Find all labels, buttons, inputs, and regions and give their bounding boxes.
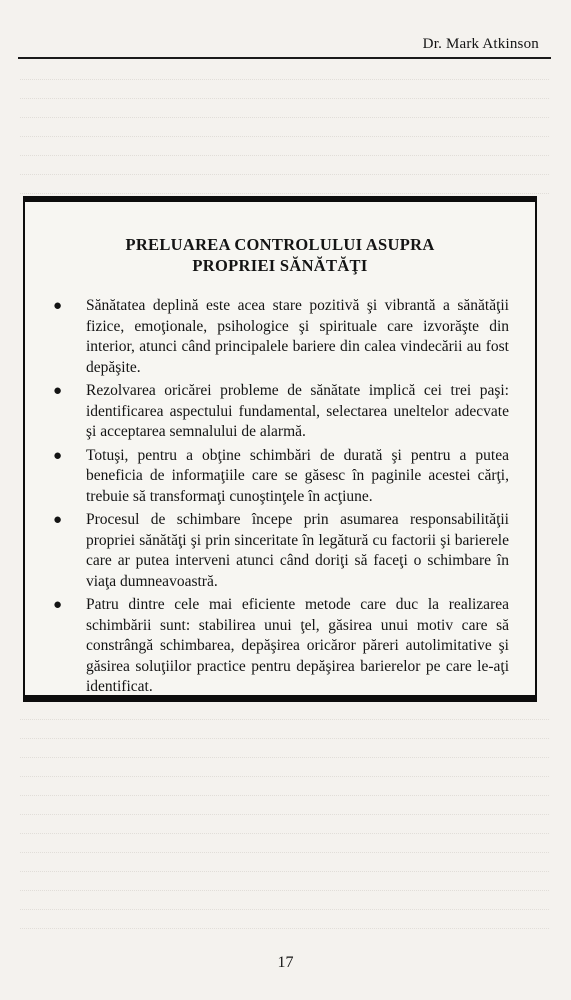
page-number: 17 <box>277 954 294 971</box>
summary-bullet-list <box>47 296 509 701</box>
bullet-icon: ● <box>53 298 63 314</box>
running-header-author: Dr. Mark Atkinson <box>422 36 539 52</box>
bullet-icon: ● <box>53 512 63 528</box>
bullet-item: ● Rezolvarea oricărei probleme de sănătate implică cei trei paşi: identificarea aspectului fundamental, selectarea uneltelor adecvate şi acceptarea semnalului de alarmă. <box>53 382 509 440</box>
summary-box-title <box>25 234 535 276</box>
bullet-item: ● Sănătatea deplină este acea stare pozitivă şi vibrantă a sănătăţii fizice, emoţionale, psihologice şi spirituale care izvorăşte din interior, atunci când principalele bariere din calea vindecării au fost depăşite. <box>53 297 509 376</box>
summary-box <box>23 196 537 702</box>
bullet-item: ● Patru dintre cele mai eficiente metode care duc la realizarea schimbării sunt: stabilirea unui ţel, găsirea unui motiv care să constrângă schimbarea, depăşirea oricăror păreri autolimitative şi găsirea soluţiilor practice pentru depăşirea barierelor pe care le-aţi identificat. <box>53 596 509 695</box>
bullet-icon: ● <box>53 597 63 613</box>
summary-box-title-line-1: PRELUAREA CONTROLULUI ASUPRA <box>125 235 435 254</box>
bleed-through-texture-top <box>20 66 549 192</box>
bullet-item: ● Procesul de schimbare începe prin asumarea responsabilităţii propriei sănătăţi şi prin sinceritate în legătură cu factorii şi barierele care ar putea interveni atunci când doriţi să faceţi o schimbare în viaţa dumneavoastră. <box>53 511 509 590</box>
bullet-item: ● Totuşi, pentru a obţine schimbări de durată şi pentru a putea beneficia de informaţiile care se găsesc în paginile acestei cărţi, trebuie să transformaţi cunoştinţele în acţiune. <box>53 446 509 505</box>
bullet-icon: ● <box>53 447 63 464</box>
bleed-through-texture-bottom <box>20 706 549 938</box>
summary-box-title-line-2: PROPRIEI SĂNĂTĂŢI <box>192 256 368 275</box>
header-rule <box>18 57 551 59</box>
bullet-icon: ● <box>53 383 63 399</box>
